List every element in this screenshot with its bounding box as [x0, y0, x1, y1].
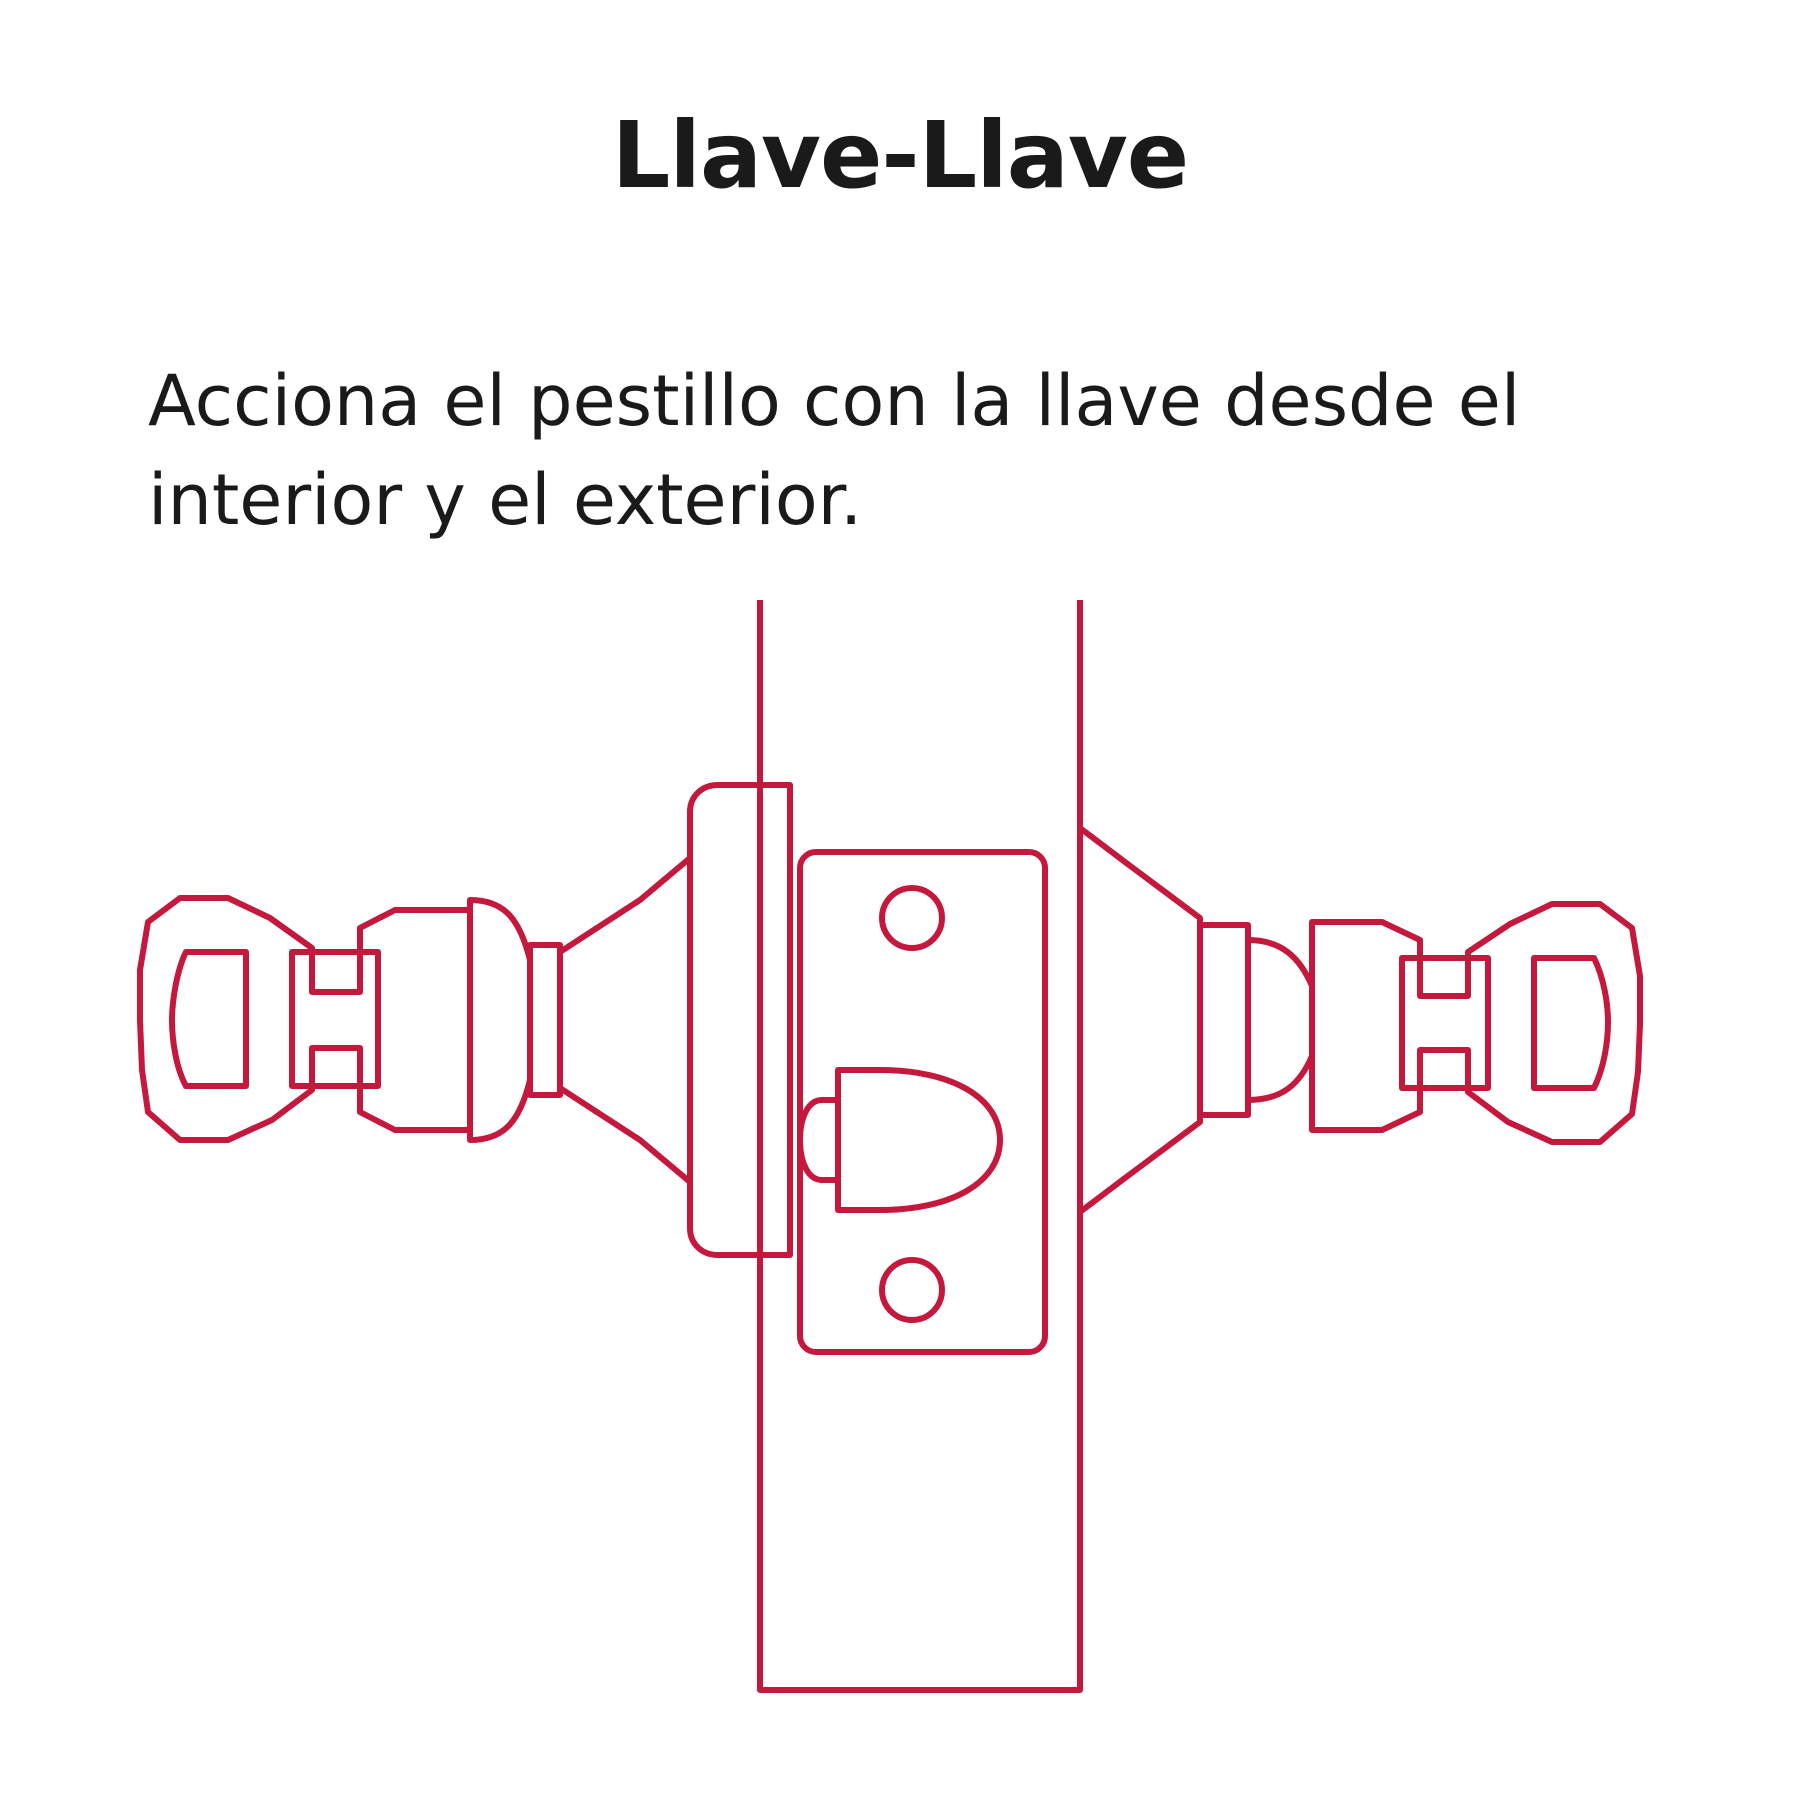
- diagram-container: [0, 600, 1800, 1700]
- left-collar-taper: [560, 858, 690, 1182]
- right-knob-outer-cap: [1248, 940, 1312, 1100]
- right-escutcheon: [1200, 925, 1248, 1115]
- left-key-bit: [292, 952, 378, 1086]
- right-key-cylinder-knob: [1312, 904, 1640, 1142]
- screw-hole-bottom: [882, 1260, 942, 1320]
- latch-bolt: [838, 1070, 1000, 1210]
- description-text: Acciona el pestillo con la llave desde el interior y el exterior.: [148, 360, 1521, 542]
- left-key-cylinder-knob: [140, 898, 470, 1140]
- door-knob-lock-cutaway-diagram: [0, 600, 1800, 1700]
- left-escutcheon: [530, 945, 560, 1095]
- latch-bolt-stem: [800, 1100, 838, 1180]
- right-key-bit: [1402, 958, 1488, 1088]
- right-key-notch: [1534, 958, 1608, 1088]
- right-rose-plate: [1080, 828, 1200, 1212]
- left-knob-outer-cap: [470, 900, 530, 1140]
- left-key-notch: [172, 952, 246, 1086]
- left-rose-plate: [690, 785, 790, 1255]
- page-title: Llave-Llave: [611, 102, 1189, 209]
- screw-hole-top: [882, 888, 942, 948]
- door-panel: [760, 600, 1080, 1690]
